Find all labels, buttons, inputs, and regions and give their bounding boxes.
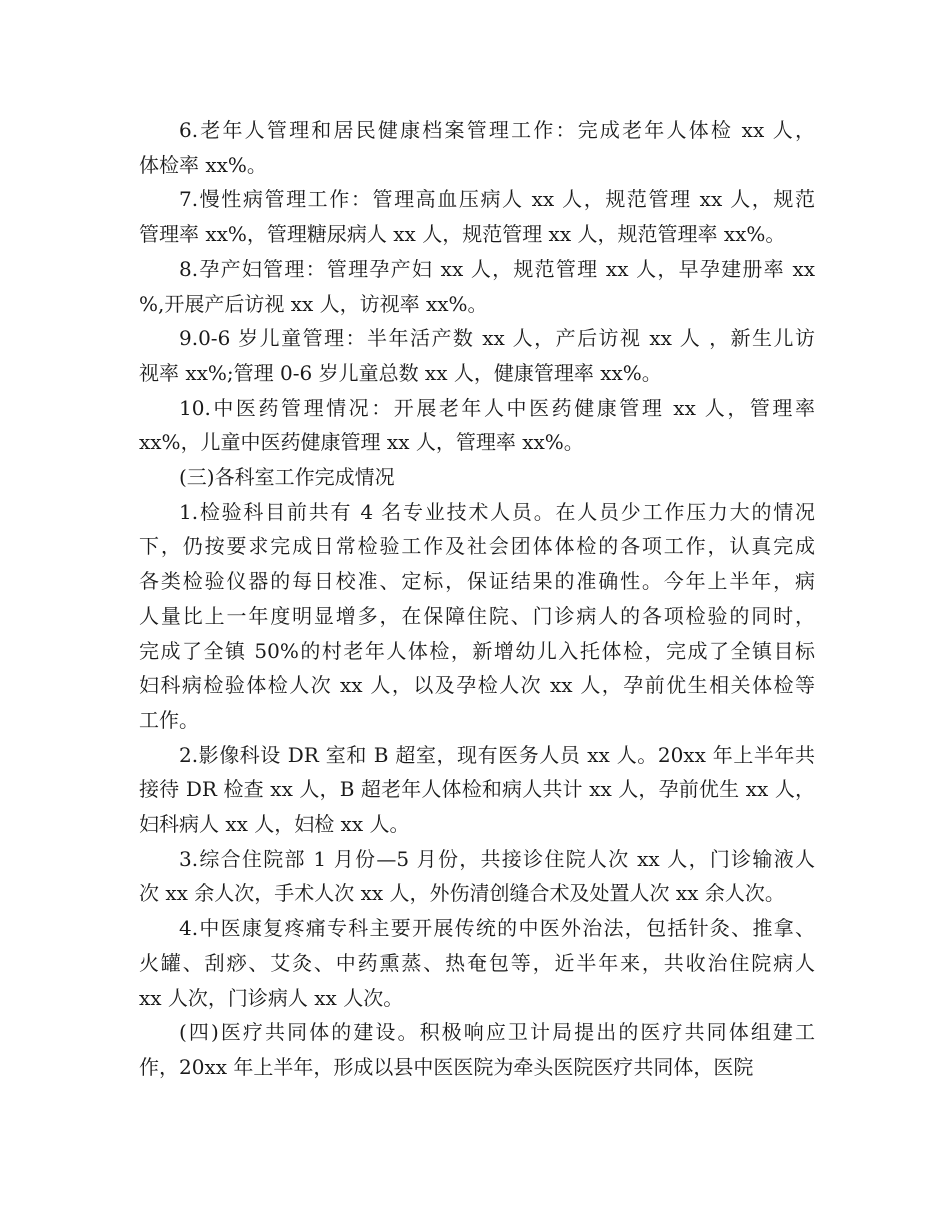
paragraph-line: 4.中医康复疼痛专科主要开展传统的中医外治法，包括针灸、推拿、 <box>179 916 815 941</box>
paragraph-line: 7.慢性病管理工作：管理高血压病人 xx 人，规范管理 xx 人，规范 <box>179 187 815 212</box>
paragraph-h4 <box>139 1015 815 1084</box>
paragraph-line: 人量比上一年度明显增多，在保障住院、门诊病人的各项检验的同时， <box>139 603 815 628</box>
paragraph-line: 妇科病人 xx 人，妇检 xx 人。 <box>139 812 410 837</box>
paragraph-d4 <box>139 911 815 1015</box>
paragraph-line: 次 xx 余人次，手术人次 xx 人，外伤清创缝合术及处置人次 xx 余人次。 <box>139 881 785 906</box>
paragraph-line: 作，20xx 年上半年，形成以县中医医院为牵头医院医疗共同体，医院 <box>139 1054 754 1079</box>
paragraph-line: 火罐、刮痧、艾灸、中药熏蒸、热奄包等，近半年来，共收治住院病人 <box>139 950 815 975</box>
paragraph-line: 1.检验科目前共有 4 名专业技术人员。在人员少工作压力大的情况 <box>179 499 815 524</box>
paragraph-p6 <box>139 113 815 182</box>
paragraph-line: 下，仍按要求完成日常检验工作及社会团体体检的各项工作，认真完成 <box>139 534 815 559</box>
paragraph-d3 <box>139 842 815 911</box>
paragraph-line: 视率 xx%;管理 0-6 岁儿童总数 xx 人，健康管理率 xx%。 <box>139 360 662 385</box>
paragraph-line: 6.老年人管理和居民健康档案管理工作：完成老年人体检 xx 人， <box>179 118 815 142</box>
paragraph-line: 3.综合住院部 1 月份—5 月份，共接诊住院人次 xx 人，门诊输液人 <box>179 846 815 871</box>
paragraph-d2 <box>139 738 815 842</box>
paragraph-line: 2.影像科设 DR 室和 B 超室，现有医务人员 xx 人。20xx 年上半年共 <box>179 742 815 767</box>
paragraph-h3 <box>139 460 815 495</box>
paragraph-line: 各类检验仪器的每日校准、定标，保证结果的准确性。今年上半年，病 <box>139 569 815 594</box>
paragraph-line: 9.0-6 岁儿童管理：半年活产数 xx 人，产后访视 xx 人 ，新生儿访 <box>179 326 815 351</box>
paragraph-line: 管理率 xx%，管理糖尿病人 xx 人，规范管理 xx 人，规范管理率 xx%。 <box>139 222 786 247</box>
paragraph-line: xx%，儿童中医药健康管理 xx 人，管理率 xx%。 <box>139 430 584 455</box>
paragraph-line: 10.中医药管理情况：开展老年人中医药健康管理 xx 人，管理率 <box>179 395 815 420</box>
paragraph-line: (四)医疗共同体的建设。积极响应卫计局提出的医疗共同体组建工 <box>179 1020 815 1045</box>
document-body <box>139 113 815 1085</box>
paragraph-p9 <box>139 321 815 390</box>
paragraph-line: 接待 DR 检查 xx 人，B 超老年人体检和病人共计 xx 人，孕前优生 xx 人， <box>139 777 815 802</box>
paragraph-line: (三)各科室工作完成情况 <box>179 465 395 490</box>
paragraph-line: 8.孕产妇管理：管理孕产妇 xx 人，规范管理 xx 人，早孕建册率 xx <box>179 256 815 281</box>
paragraph-p10 <box>139 391 815 460</box>
paragraph-p8 <box>139 252 815 321</box>
paragraph-d1 <box>139 495 815 738</box>
paragraph-line: 工作。 <box>139 707 199 732</box>
paragraph-line: 体检率 xx%。 <box>139 152 267 177</box>
paragraph-line: xx 人次，门诊病人 xx 人次。 <box>139 985 404 1010</box>
paragraph-p7 <box>139 182 815 251</box>
paragraph-line: 完成了全镇 50%的村老年人体检，新增幼儿入托体检，完成了全镇目标 <box>139 638 815 663</box>
paragraph-line: %,开展产后访视 xx 人，访视率 xx%。 <box>139 291 488 316</box>
paragraph-line: 妇科病检验体检人次 xx 人，以及孕检人次 xx 人，孕前优生相关体检等 <box>139 673 815 698</box>
